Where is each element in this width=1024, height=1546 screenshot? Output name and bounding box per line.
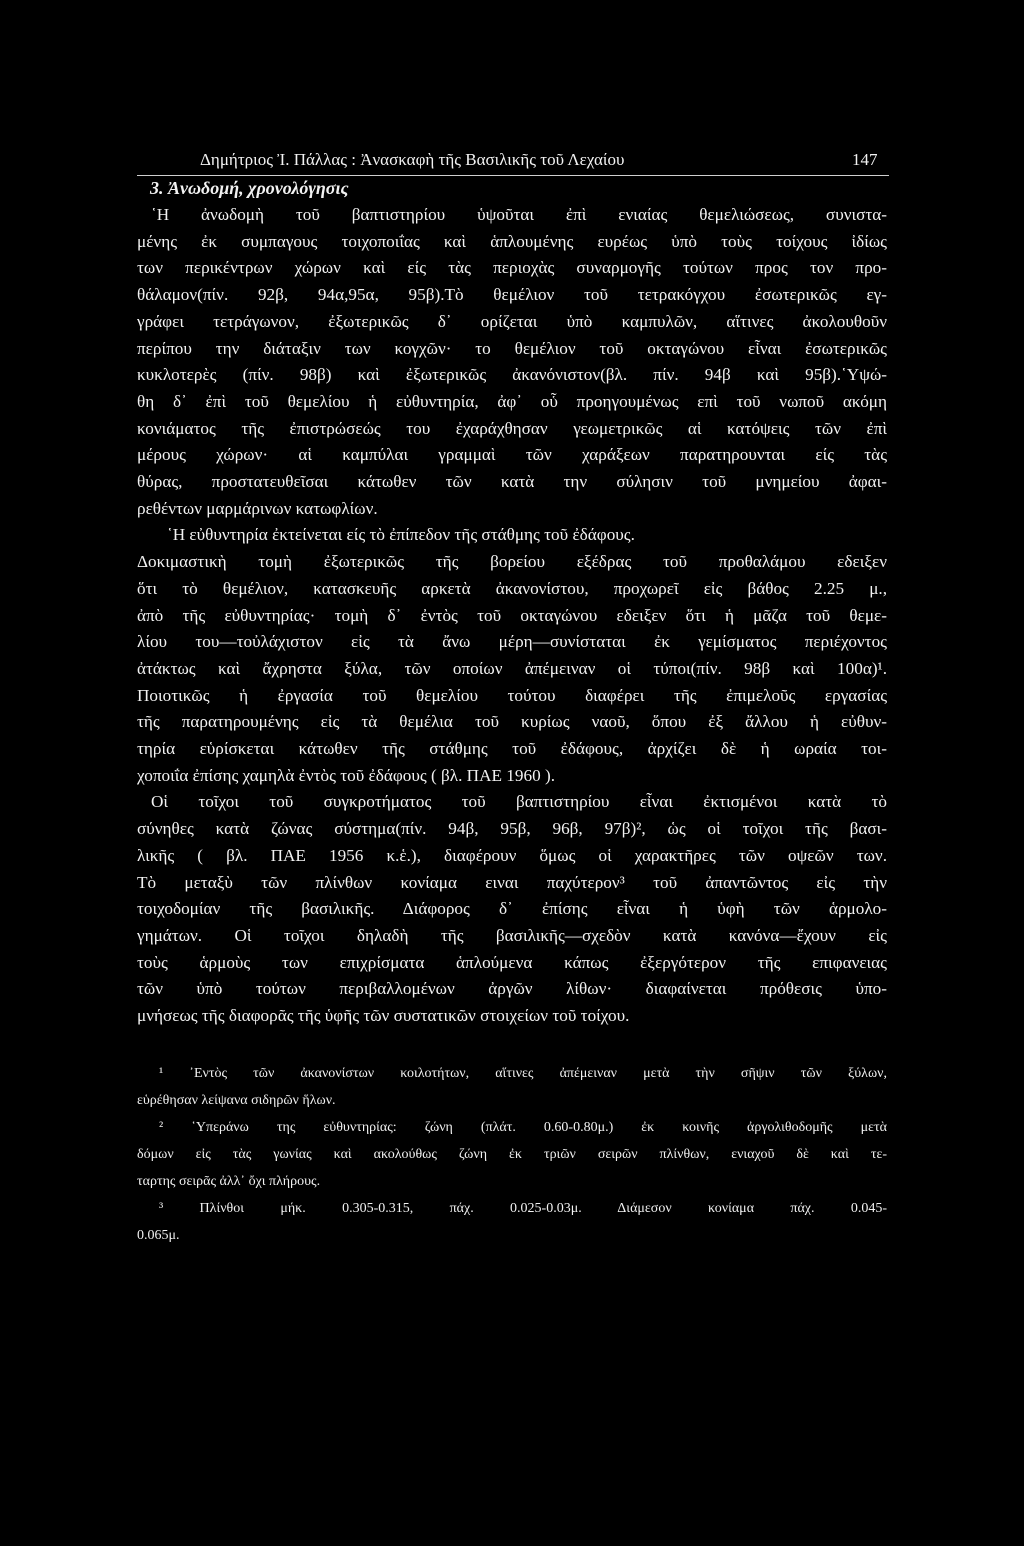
section-heading: 3. Ἀνωδομή, χρονολόγησις bbox=[150, 178, 349, 198]
body-line: τηρία εὑρίσκεται κάτωθεν τῆς στάθμης τοῦ ἐδάφους, ἀρχίζει δὲ ἡ ωραία τοι- bbox=[137, 739, 887, 758]
body-line: μέρους χώρων· αἱ καμπύλαι γραμμαὶ τῶν χαράξεων παρατηρουνται είς τὰς bbox=[137, 445, 887, 465]
body-line: ὅτι τὸ θεμέλιον, κατασκευῆς αρκετὰ ἀκανονίστου, προχωρεῖ εἰς βάθος 2.25 μ., bbox=[137, 578, 887, 598]
body-line: Δοκιμαστικὴ τομὴ ἐξωτερικῶς τῆς βορείου εξέδρας τοῦ προθαλάμου εδειξεν bbox=[137, 552, 887, 572]
body-line: τῶν ὑπὸ τούτων περιβαλλομένων ἀργῶν λίθων· διαφαίνεται πρόθεσις ὑπο- bbox=[137, 979, 887, 999]
footnote-line: ταρτης σειρᾶς ἀλλ᾿ ὄχι πλήρους. bbox=[137, 1174, 321, 1189]
body-line: των περικέντρων χώρων καὶ είς τὰς περιοχὰς συναρμογῆς τούτων προς τον προ- bbox=[137, 258, 887, 278]
body-line: ἀπὸ τῆς εὐθυντηρίας· τομὴ δ᾿ ἐντὸς τοῦ οκταγώνου εδειξεν ὅτι ἡ μᾶζα τοῦ θεμε- bbox=[137, 605, 887, 625]
body-line: χοποιΐα ἐπίσης χαμηλὰ ἐντὸς τοῦ ἐδάφους ( βλ. ΠΑΕ 1960 ). bbox=[137, 765, 555, 785]
body-line: τῆς παρατηρουμένης εἰς τὰ θεμέλια τοῦ κυρίως ναοῦ, ὅπου ἐξ ἄλλου ἡ εὐθυν- bbox=[137, 712, 887, 732]
footnote-line: εὑρέθησαν λείψανα σιδηρῶν ἥλων. bbox=[137, 1093, 336, 1108]
body-line: περίπου την διάταξιν των κογχῶν· το θεμέλιον τοῦ οκταγώνου εἶναι ἐσωτερικῶς bbox=[137, 338, 887, 358]
footnote-line: ³ Πλίνθοι μήκ. 0.305-0.315, πάχ. 0.025-0.03μ. Διάμεσον κονίαμα πάχ. 0.045- bbox=[159, 1201, 887, 1216]
body-line: γημάτων. Οἱ τοῖχοι δηλαδὴ τῆς βασιλικῆς—σχεδὸν κατὰ κανόνα—ἔχουν εἰς bbox=[137, 925, 887, 945]
body-line: λικῆς ( βλ. ΠΑΕ 1956 κ.ἑ.), διαφέρουν ὅμως οἱ χαρακτῆρες τῶν οψεῶν των. bbox=[137, 845, 887, 865]
running-header: Δημήτριος Ἰ. Πάλλας : Ἀνασκαφὴ τῆς Βασιλικῆς τοῦ Λεχαίου bbox=[200, 150, 625, 169]
body-line: μένης ἐκ συμπαγους τοιχοποιΐας καὶ ἁπλουμένης ευρέως ὑπὸ τοὺς τοίχους ἰδίως bbox=[137, 231, 887, 251]
body-line: κυκλοτερὲς (πίν. 98β) καὶ ἐξωτερικῶς ἀκανόνιστον(βλ. πίν. 94β καὶ 95β).῾Υψώ- bbox=[137, 365, 887, 385]
body-line: Οἱ τοῖχοι τοῦ συγκροτήματος τοῦ βαπτιστηρίου εἶναι ἐκτισμένοι κατὰ τὸ bbox=[151, 792, 887, 812]
body-line: θη δ᾿ ἐπὶ τοῦ θεμελίου ἡ εὐθυντηρία, ἀφ᾿ οὗ προηγουμένως επὶ τοῦ νωποῦ ακόμη bbox=[137, 391, 887, 411]
body-line: θύρας, προστατευθεῖσαι κάτωθεν τῶν κατὰ την σύλησιν τοῦ μνημείου ἀφαι- bbox=[137, 472, 887, 491]
body-line: Ποιοτικῶς ἡ ἐργασία τοῦ θεμελίου τούτου διαφέρει τῆς ἐπιμελοῦς εργασίας bbox=[137, 685, 887, 705]
footnote-line: ² ῾Υπεράνω της εὐθυντηρίας: ζώνη (πλάτ. 0.60-0.80μ.) ἐκ κοινῆς ἀργολιθοδομῆς μετὰ bbox=[159, 1120, 887, 1135]
body-line: ῾Η ἀνωδομὴ τοῦ βαπτιστηρίου ὑψοῦται ἐπὶ ενιαίας θεμελιώσεως, συνιστα- bbox=[151, 205, 887, 224]
body-line: θάλαμον(πίν. 92β, 94α,95α, 95β).Τὸ θεμέλιον τοῦ τετρακόγχου ἐσωτερικῶς εγ- bbox=[137, 285, 887, 305]
header-rule bbox=[137, 175, 889, 176]
body-line: σύνηθες κατὰ ζώνας σύστημα(πίν. 94β, 95β, 96β, 97β)², ὡς οἱ τοῖχοι τῆς βασι- bbox=[137, 819, 887, 839]
body-line: μνήσεως τῆς διαφορᾶς τῆς ὑφῆς τῶν συστατικῶν στοιχείων τοῦ τοίχου. bbox=[137, 1006, 630, 1025]
body-line: Τὸ μεταξὺ τῶν πλίνθων κονίαμα ειναι παχύτερον³ τοῦ ἀπαντῶντος εἰς τὴν bbox=[137, 872, 887, 892]
footnote-line: 0.065μ. bbox=[137, 1228, 180, 1243]
body-line: ρεθέντων μαρμάρινων κατωφλίων. bbox=[137, 498, 378, 518]
body-line: λίου του—τοὐλάχιστον εἰς τὰ ἄνω μέρη—συνίσταται ἐκ γεμίσματος περιέχοντος bbox=[137, 632, 887, 652]
body-line: τοὺς ἁρμοὺς των επιχρίσματα ἁπλούμενα κάπως ἐξεργότερον τῆς επιφανειας bbox=[137, 952, 887, 972]
page-number: 147 bbox=[852, 150, 878, 169]
body-line: τοιχοδομίαν τῆς βασιλικῆς. Διάφορος δ᾿ ἐπίσης εἶναι ἡ ὑφὴ τῶν ἁρμολο- bbox=[137, 899, 887, 919]
body-line: κονιάματος τῆς ἐπιστρώσεώς του ἐχαράχθησαν γεωμετρικῶς αἱ κατόψεις τῶν ἐπὶ bbox=[137, 418, 887, 438]
body-line: γράφει τετράγωνον, ἐξωτερικῶς δ᾿ ορίζεται ὑπὸ καμπυλῶν, αἵτινες ἀκολουθοῦν bbox=[137, 311, 887, 331]
footnote-line: ¹ ᾿Εντὸς τῶν ἀκανονίστων κοιλοτήτων, αἵτινες ἀπέμειναν μετὰ τὴν σῆψιν τῶν ξύλων, bbox=[159, 1066, 887, 1081]
body-line: ῾Η εὐθυντηρία ἐκτείνεται είς τὸ ἐπίπεδον τῆς στάθμης τοῦ ἐδάφους. bbox=[167, 525, 635, 545]
body-line: ἀτάκτως καὶ ἄχρηστα ξύλα, τῶν οποίων ἀπέμειναν οἱ τύποι(πίν. 98β καὶ 100α)¹. bbox=[137, 658, 887, 678]
footnote-line: δόμων εἰς τὰς γωνίας καὶ ακολούθως ζώνη ἐκ τριῶν σειρῶν πλίνθων, ενιαχοῦ δὲ καὶ τε- bbox=[137, 1147, 887, 1162]
